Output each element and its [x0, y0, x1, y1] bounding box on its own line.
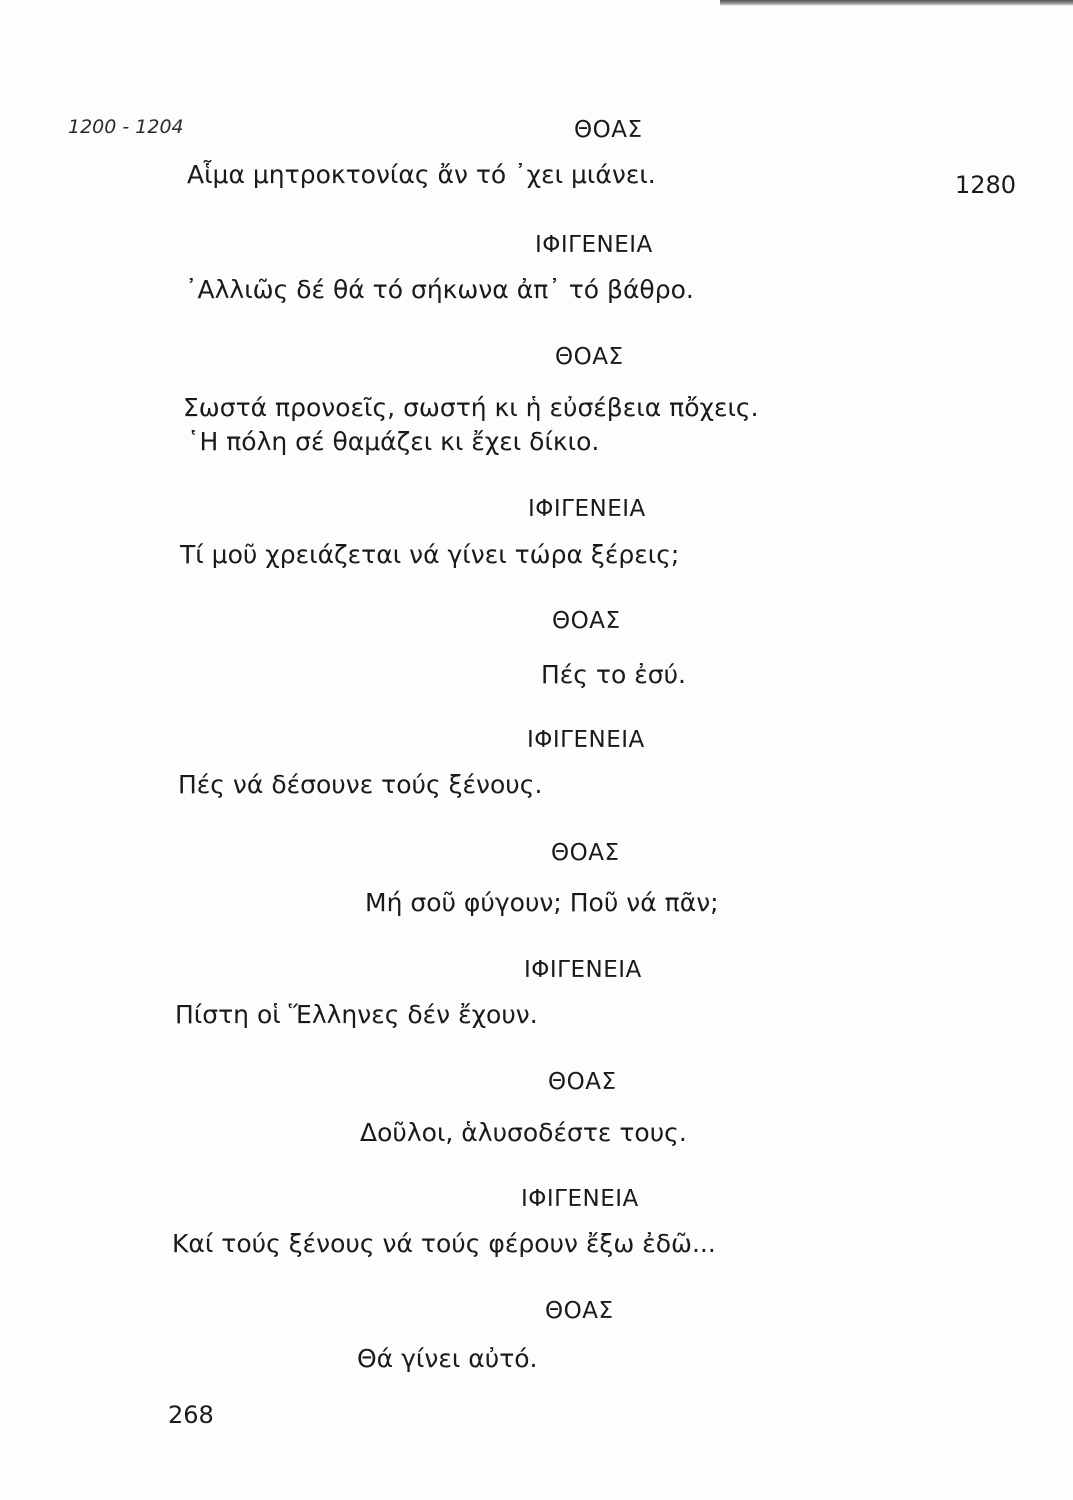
verse-line: Τί μοῦ χρειάζεται νά γίνει τώρα ξέρεις; [180, 540, 680, 569]
speaker-thoas: ΘΟΑΣ [548, 1069, 617, 1095]
top-edge-shadow [720, 0, 1073, 6]
verse-line: Πές το ἐσύ. [541, 660, 686, 689]
speaker-iphigenia: ΙΦΙΓΕΝΕΙΑ [524, 957, 642, 983]
speaker-iphigenia: ΙΦΙΓΕΝΕΙΑ [535, 232, 653, 258]
speaker-iphigenia: ΙΦΙΓΕΝΕΙΑ [527, 727, 645, 753]
verse-line: ᾽Αλλιῶς δέ θά τό σήκωνα ἀπ᾽ τό βάθρο. [185, 275, 694, 304]
verse-line: Αἷμα μητροκτονίας ἄν τό ᾽χει μιάνει. [187, 160, 656, 189]
speaker-thoas: ΘΟΑΣ [555, 344, 624, 370]
speaker-thoas: ΘΟΑΣ [545, 1298, 614, 1324]
speaker-iphigenia: ΙΦΙΓΕΝΕΙΑ [521, 1186, 639, 1212]
speaker-thoas: ΘΟΑΣ [574, 117, 643, 143]
page-number: 268 [168, 1401, 214, 1429]
verse-line: Μή σοῦ φύγουν; Ποῦ νά πᾶν; [365, 888, 719, 917]
verse-line: Πίστη οἱ Ἕλληνες δέν ἔχουν. [175, 1000, 538, 1029]
verse-line: Καί τούς ξένους νά τούς φέρουν ἔξω ἐδῶ... [172, 1229, 716, 1258]
speaker-thoas: ΘΟΑΣ [551, 840, 620, 866]
verse-line: ῾Η πόλη σέ θαμάζει κι ἔχει δίκιο. [187, 427, 600, 456]
verse-line: Δοῦλοι, ἁλυσοδέστε τους. [360, 1118, 687, 1147]
verse-line: Θά γίνει αὐτό. [357, 1344, 538, 1373]
verse-line: Σωστά προνοεῖς, σωστή κι ἡ εὐσέβεια πὄχεις. [183, 393, 759, 422]
speaker-thoas: ΘΟΑΣ [552, 608, 621, 634]
verse-line: Πές νά δέσουνε τούς ξένους. [178, 770, 543, 799]
speaker-iphigenia: ΙΦΙΓΕΝΕΙΑ [528, 496, 646, 522]
line-number: 1280 [955, 171, 1017, 199]
verse-reference: 1200 - 1204 [68, 116, 184, 138]
